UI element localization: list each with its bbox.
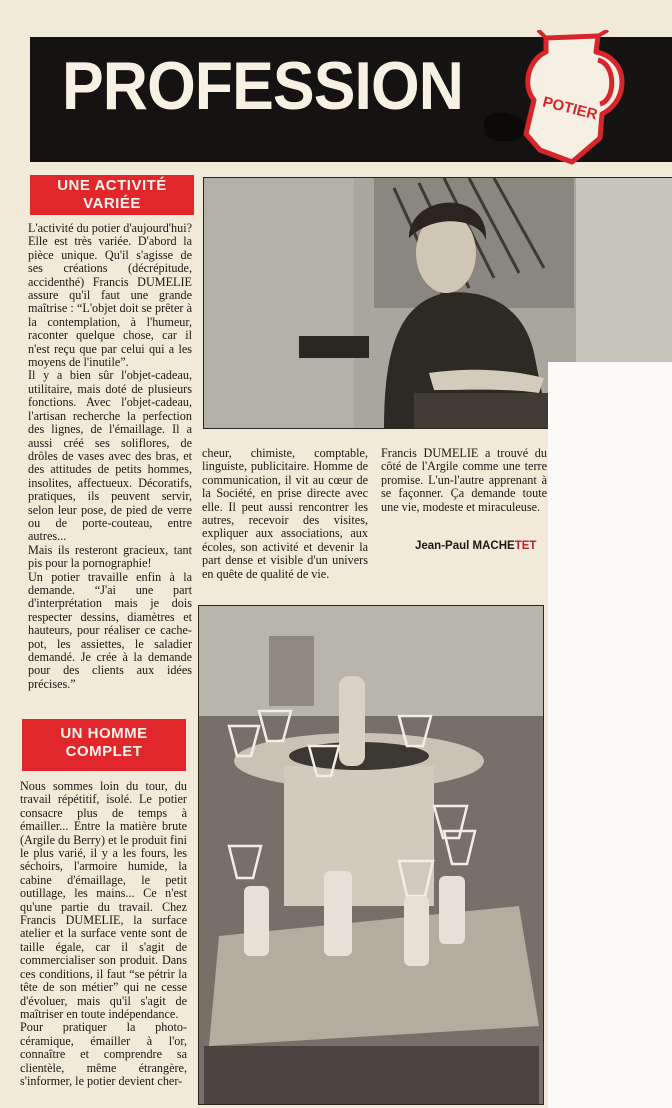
article-column-1-bottom xyxy=(20,780,187,1088)
paragraph: L'activité du potier d'aujourd'hui? Elle est très variée. D'abord la pièce unique. Qu'il s'agisse de ses créations (décrépitude, accidenthé) Francis DUMELIE assure qu'il faut une grande maîtrise : “L'objet doit se prêter à la contemplation, à l'humeur, raconter quelque chose, car il n'est reçu que par celui qui a les moyens de l'inutile”. xyxy=(28,221,192,370)
heading-line: COMPLET xyxy=(65,743,143,760)
paragraph: cheur, chimiste, comptable, linguiste, publicitaire. Homme de communication, il vit au cœur de la Société, en prise directe avec elle. Il peut aussi rencontrer les autres, recevoir des visites, expliquer aux associations, aux écoles, son activité et devenir la part dense et visible d'un univers en quête de qualité de vie. xyxy=(202,446,368,581)
paragraph: Pour pratiquer la photo-céramique, émailler à l'or, connaître et comprendre sa clientèle, même étrangère, s'informer, le potier devient cher- xyxy=(20,1020,187,1088)
article-column-2 xyxy=(202,447,368,581)
heading-line: UN HOMME xyxy=(60,725,148,742)
article-column-1 xyxy=(28,222,192,691)
author-name-tail: TET xyxy=(514,540,537,552)
heading-line: UNE ACTIVITÉ xyxy=(57,177,167,194)
paragraph: Il y a bien sûr l'objet-cadeau, utilitaire, mais doté de plusieurs fonctions. Avec l'objet-cadeau, l'artisan recherche la perfection des lignes, de l'émaillage. Il a aussi créé ses soliflores, de drôles de vases avec des bras, et des attitudes de petits hommes, insolites, affectueux. Décoratifs, pratiques, ils peuvent servir, selon leur pose, de pied de verre ou de porte-couteau, entre autres... xyxy=(28,368,192,544)
badge-potier: POTIER xyxy=(540,93,600,124)
author-name: Jean-Paul MACHE xyxy=(415,540,515,552)
ceramics-illustration xyxy=(199,606,543,1104)
jug-icon xyxy=(512,30,638,168)
page-title: PROFESSION xyxy=(62,48,463,124)
paragraph: Francis DUMELIE a trouvé du côté de l'Argile comme une terre promise. L'un-l'autre apprenant à se façonner. Ça demande toute une vie, modeste et miraculeuse. xyxy=(381,446,547,514)
article-column-3 xyxy=(381,447,547,514)
author-signature xyxy=(415,540,536,552)
ceramic-glasses-photo xyxy=(198,605,544,1105)
section-heading-homme xyxy=(22,719,186,771)
paragraph: Nous sommes loin du tour, du travail répétitif, isolé. Le potier consacre plus de temps à émailler... Entre la matière brute (Argile du Berry) et le produit fini le plus varié, il y a les fours, les séchoirs, l'armoire humide, la cabine d'émaillage, le petit outillage, les mains... Ce n'est qu'une partie du travail. Chez Francis DUMELIE, la surface atelier et la surface vente sont de taille égale, car il s'agit de commercialiser son produit. Dans ces conditions, il faut “se pétrir la tête de son métier” qui ne cesse d'évoluer, mais qu'il s'agit de maîtriser en toute indépendance. xyxy=(20,779,187,1021)
paragraph: Un potier travaille enfin à la demande. “J'ai une part d'interprétation mais je dois respecter dessins, diamètres et hauteurs, pour réaliser ce cache-pot, les assiettes, le saladier demandé. Je crée à la demande pour des clients aux idées précises.” xyxy=(28,569,192,691)
heading-line: VARIÉE xyxy=(83,195,141,212)
paragraph: Mais ils resteront gracieux, tant pis pour la pornographie! xyxy=(28,542,192,571)
paper-margin xyxy=(548,362,672,1108)
section-heading-activite xyxy=(30,175,194,215)
